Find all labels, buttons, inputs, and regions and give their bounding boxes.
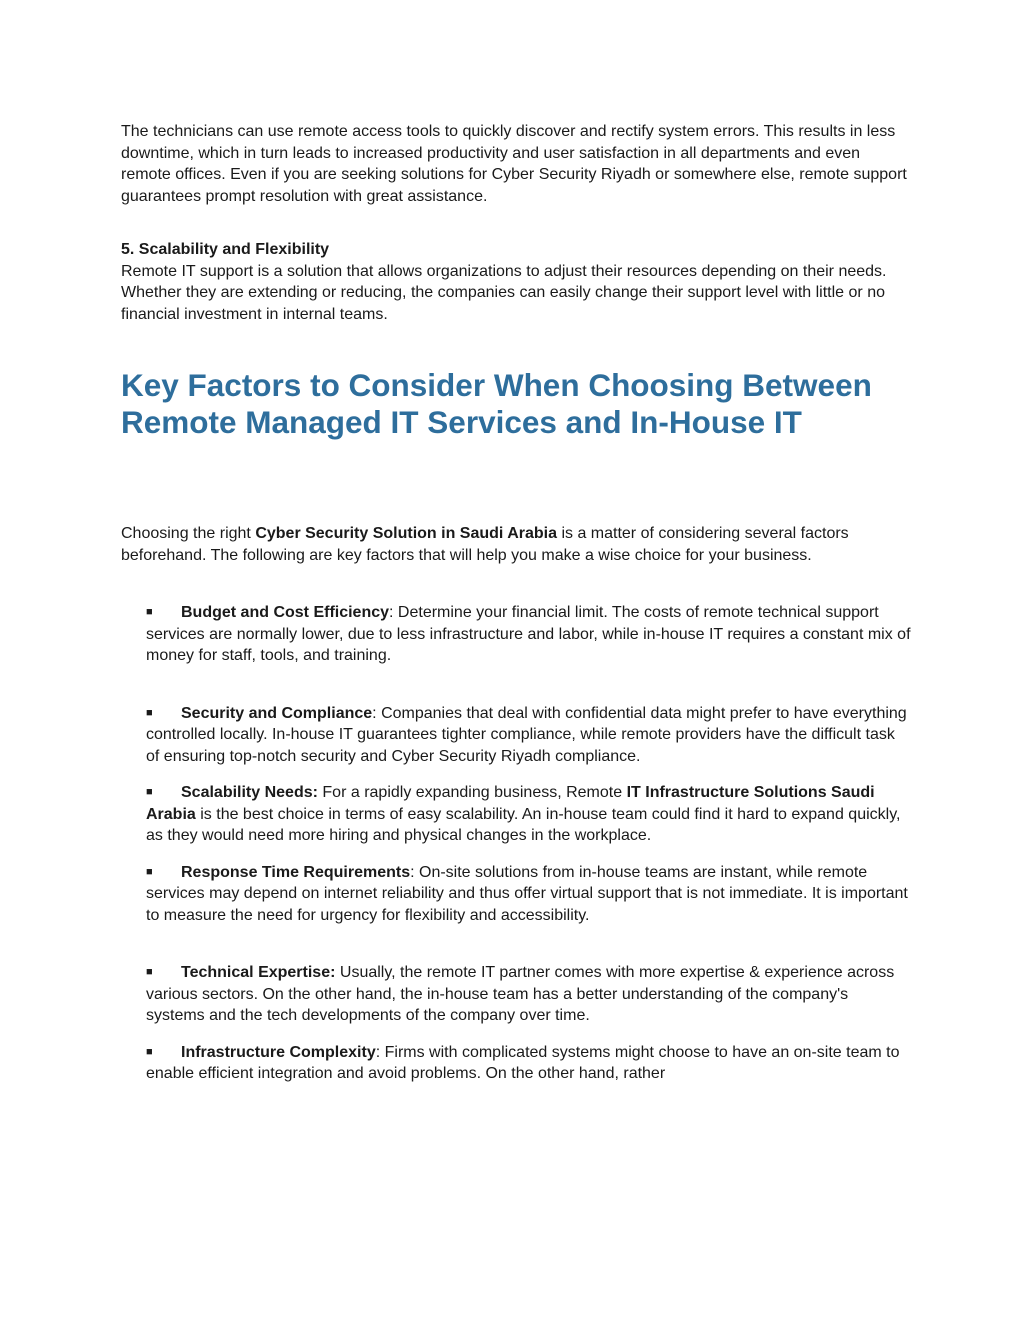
square-bullet-icon: ■: [146, 606, 153, 618]
document-page: [121, 121, 911, 1085]
intro-paragraph: The technicians can use remote access tools to quickly discover and rectify system errors. This results in less downtime, which in turn leads to increased productivity and user satisfaction in all departments and even remote offices. Even if you are seeking solutions for Cyber Security Riyadh or somewhere else, remote support guarantees prompt resolution with great assistance.: [121, 123, 907, 205]
factor-sep: :: [410, 863, 419, 881]
factor-label: Scalability Needs:: [181, 784, 318, 801]
factor-text: Determine your financial limit. The costs of remote technical support services are normally lower, due to less infrastructure and labor, while in-house IT requires a constant mix of money for staff, tools, and training.: [146, 604, 911, 664]
square-bullet-icon: ■: [146, 1045, 153, 1058]
factor-text: On-site solutions from in-house teams are instant, while remote services may depend on internet reliability and thus offer virtual support that is not immediate. It is important to measure the need for urgency for flexibility and accessibility.: [146, 863, 908, 924]
factor-label: Infrastructure Complexity: [181, 1043, 376, 1061]
factor-label: Security and Compliance: [181, 704, 373, 722]
factor-text: Usually, the remote IT partner comes with more expertise & experience across various sectors. On the other hand, the in-house team has a better understanding of the company's systems and the tech developments of the company over time.: [146, 964, 895, 1024]
factor-bold-inline: IT Infrastructure Solutions Saudi Arabia: [146, 784, 875, 823]
section-title: Key Factors to Consider When Choosing Between Remote Managed IT Services and In-House IT: [121, 367, 872, 440]
lead-bold: Cyber Security Solution in Saudi Arabia: [255, 525, 557, 542]
factor-item-expertise: [146, 962, 911, 1027]
factor-item-scalability: [146, 782, 911, 847]
square-bullet-icon: ■: [146, 786, 153, 798]
lead-text-pre: Choosing the right: [121, 525, 256, 542]
lead-text-post: is a matter of considering several factors beforehand. The following are key factors that will help you make a wise choice for your business.: [121, 525, 849, 564]
factor-list: [121, 602, 911, 1085]
scalability-body: Remote IT support is a solution that allows organizations to adjust their resources depending on their needs. Whether they are extending or reducing, the companies can easily change their support level with little or no financial investment in internal teams.: [121, 262, 887, 323]
factor-label: Budget and Cost Efficiency: [181, 604, 390, 621]
factor-item-infrastructure: [146, 1042, 911, 1085]
square-bullet-icon: ■: [146, 865, 153, 878]
factor-text: For a rapidly expanding business, Remote: [322, 784, 627, 801]
factor-text-2: is the best choice in terms of easy scalability. An in-house team could find it hard to expand quickly, as they would need more hiring and physical changes in the workplace.: [146, 805, 901, 844]
factor-text: Firms with complicated systems might choose to have an on-site team to enable efficient integration and avoid problems. On the other hand, rather: [146, 1043, 900, 1082]
factor-text: Companies that deal with confidential data might prefer to have everything controlled locally. In-house IT guarantees tighter compliance, while remote providers have the difficult task of ensuring top-notch security and Cyber Security Riyadh compliance.: [146, 704, 907, 765]
scalability-heading: 5. Scalability and Flexibility: [121, 241, 330, 258]
lead-paragraph: [121, 523, 911, 566]
factor-item-response-time: [146, 862, 911, 927]
factor-item-security: [146, 703, 911, 768]
factor-sep: :: [375, 1043, 385, 1061]
factor-sep: :: [389, 604, 398, 621]
scalability-section: [121, 239, 911, 325]
factor-label: Response Time Requirements: [181, 863, 411, 881]
factor-label: Technical Expertise:: [181, 964, 336, 981]
square-bullet-icon: ■: [146, 706, 153, 719]
factor-item-budget: [146, 602, 911, 667]
factor-sep: :: [372, 704, 382, 722]
square-bullet-icon: ■: [146, 966, 153, 978]
